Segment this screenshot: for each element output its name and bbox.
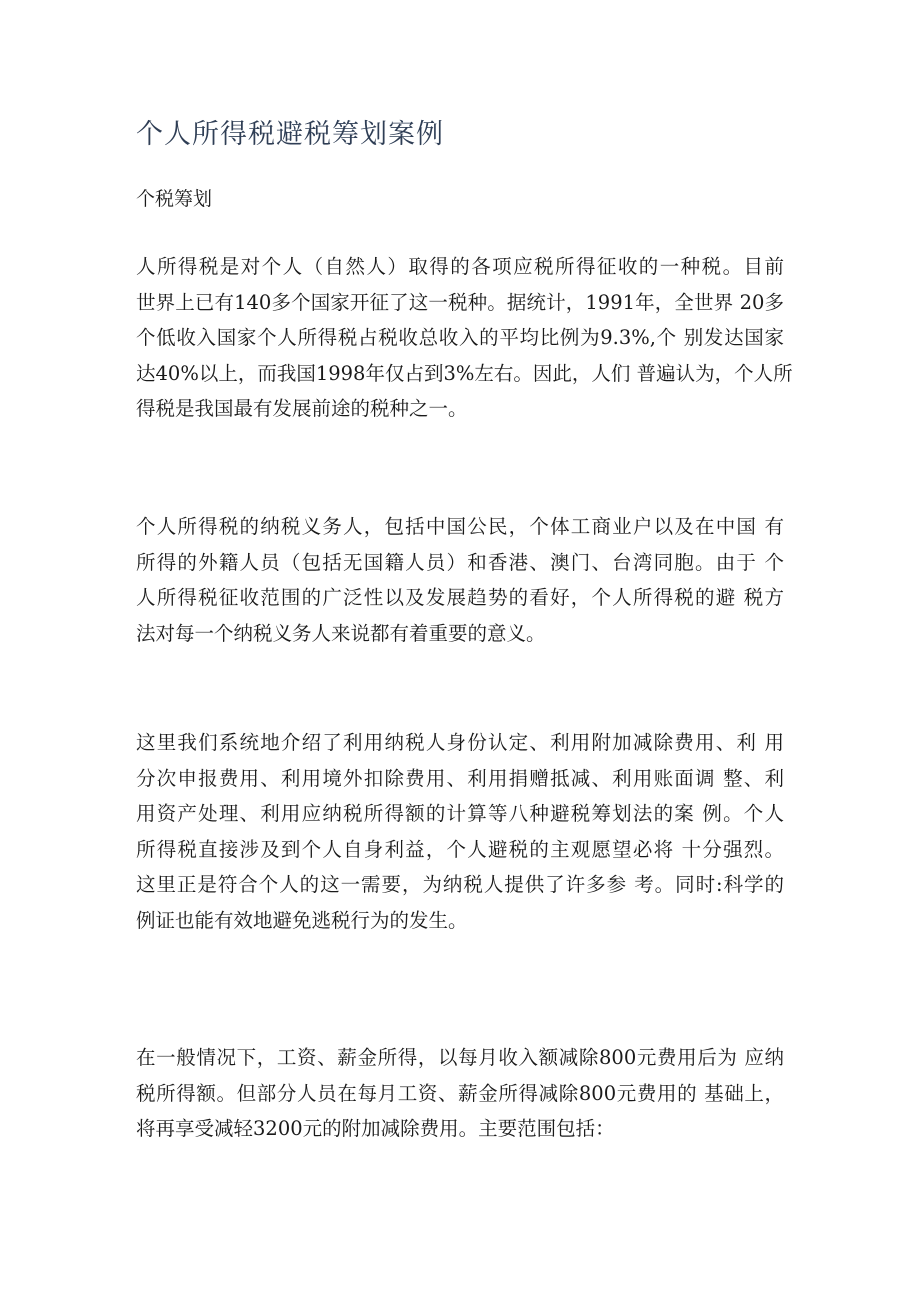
paragraph-line: 例证也能有效地避免逃税行为的发生。: [136, 908, 468, 932]
paragraph-line: 个低收入国家个人所得税占税收总收入的平均比例为9.3%,个 别发达国家: [136, 326, 784, 349]
paragraph-line: 所得税直接涉及到个人自身利益，个人避税的主观愿望必将 十分强烈。: [136, 837, 784, 861]
paragraph-4: [136, 1040, 784, 1147]
paragraph-line: 在一般情况下，工资、薪金所得，以每月收入额减除800元费用后为 应纳: [136, 1046, 784, 1069]
paragraph-line: 分次申报费用、利用境外扣除费用、利用捐赠抵减、利用账面调 整、利: [136, 766, 784, 790]
paragraph-line: 个人所得税的纳税义务人，包括中国公民，个体工商业户以及在中国 有: [136, 515, 784, 538]
document-subtitle: 个税筹划: [136, 188, 213, 210]
paragraph-line: 这里我们系统地介绍了利用纳税人身份认定、利用附加减除费用、利 用: [136, 731, 784, 754]
paragraph-line: 用资产处理、利用应纳税所得额的计算等八种避税筹划法的案 例。个人: [136, 802, 784, 825]
paragraph-line: 这里正是符合个人的这一需要，为纳税人提供了许多参 考。同时:科学的: [136, 873, 784, 896]
paragraph-line: 人所得税征收范围的广泛性以及发展趋势的看好，个人所得税的避 税方: [136, 586, 784, 609]
paragraph-line: 所得的外籍人员（包括无国籍人员）和香港、澳门、台湾同胞。由于 个: [136, 550, 784, 574]
paragraph-line: 得税是我国最有发展前途的税种之一。: [136, 397, 468, 420]
paragraph-line: 人所得税是对个人（自然人）取得的各项应税所得征收的一种税。目前: [136, 255, 784, 278]
paragraph-line: 将再享受减轻3200元的附加减除费用。主要范围包括：: [136, 1117, 615, 1140]
paragraph-2: [136, 509, 784, 651]
paragraph-3: [136, 725, 784, 938]
document-title: 个人所得税避税筹划案例: [136, 119, 444, 150]
paragraph-line: 世界上已有140多个国家开征了这一税种。据统计，1991年，全世界 20多: [136, 290, 784, 314]
paragraph-line: 税所得额。但部分人员在每月工资、薪金所得减除800元费用的 基础上，: [136, 1081, 784, 1105]
paragraph-line: 达40%以上，而我国1998年仅占到3%左右。因此，人们 普遍认为，个人所: [136, 361, 793, 385]
paragraph-line: 法对每一个纳税义务人来说都有着重要的意义。: [136, 621, 546, 645]
paragraph-1: [136, 249, 793, 427]
